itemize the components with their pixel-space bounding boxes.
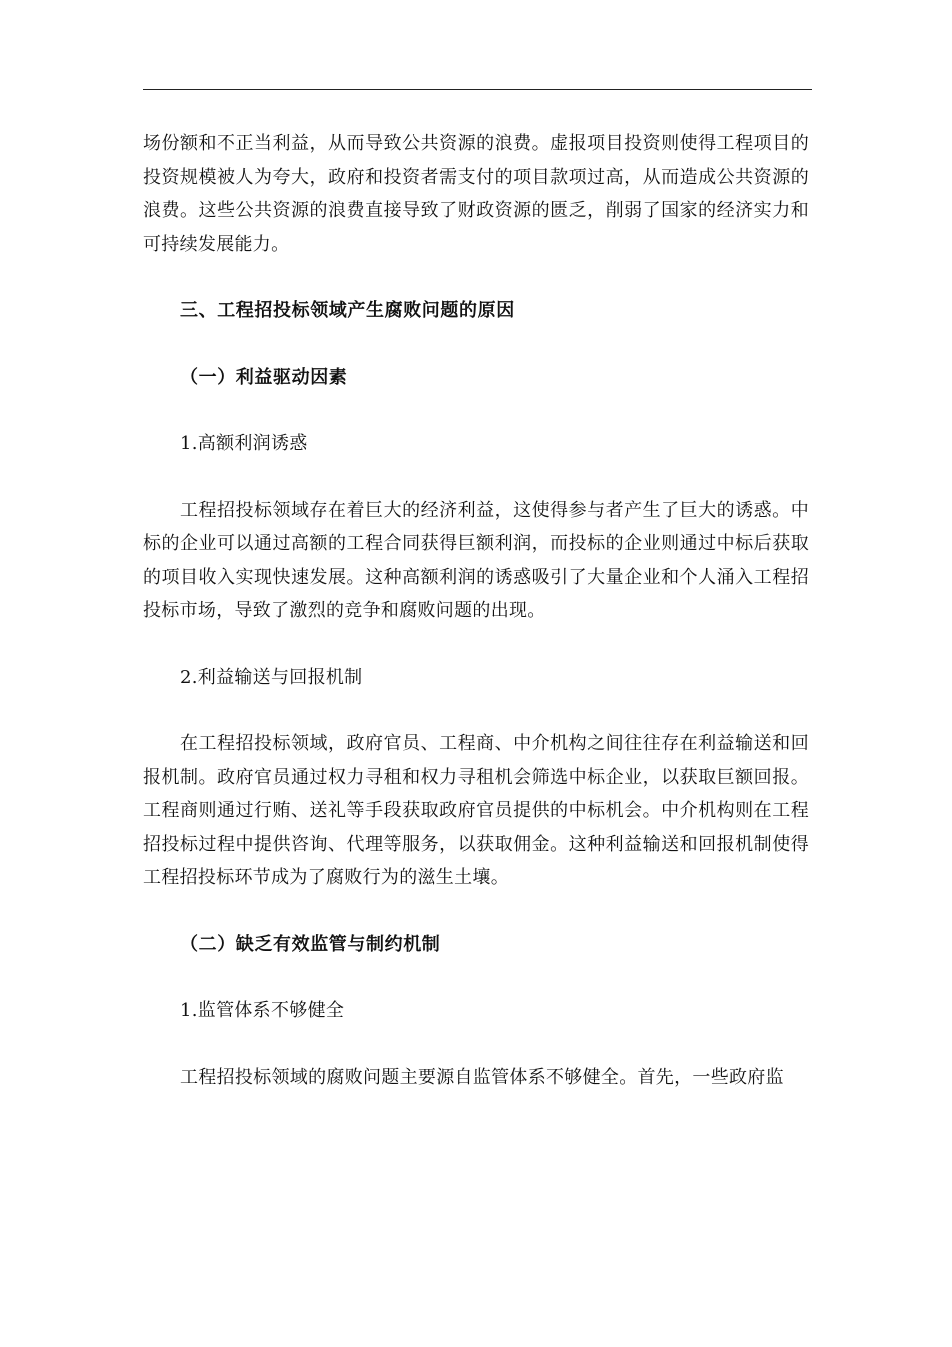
item-2-1-paragraph: 工程招投标领域的腐败问题主要源自监管体系不够健全。首先，一些政府监: [180, 1066, 784, 1088]
item-1-1-heading: 1.高额利润诱惑: [180, 433, 308, 454]
item-1-2-heading: 2.利益输送与回报机制: [180, 666, 363, 688]
document-body: [143, 127, 809, 1094]
item-1-2-paragraph: 在工程招投标领域，政府官员、工程商、中介机构之间往往存在利益输送和回报机制。政府官员通过权力寻租和权力寻租机会筛选中标企业，以获取巨额回报。工程商则通过行贿、送礼等手段获取政府官员提供的中标机会。中介机构则在工程招投标过程中提供咨询、代理等服务，以获取佣金。这种利益输送和回报机制使得工程招投标环节成为了腐败行为的滋生土壤。: [143, 733, 809, 888]
header-rule: [143, 89, 812, 90]
subsection-1-heading: （一）利益驱动因素: [180, 366, 348, 388]
item-2-1-heading: 1.监管体系不够健全: [180, 1000, 345, 1021]
item-1-1-paragraph: 工程招投标领域存在着巨大的经济利益，这使得参与者产生了巨大的诱惑。中标的企业可以通过高额的工程合同获得巨额利润，而投标的企业则通过中标后获取的项目收入实现快速发展。这种高额利润的诱惑吸引了大量企业和个人涌入工程招投标市场，导致了激烈的竞争和腐败问题的出现。: [143, 499, 809, 621]
subsection-2-heading: （二）缺乏有效监管与制约机制: [180, 933, 441, 955]
paragraph-intro: 场份额和不正当利益，从而导致公共资源的浪费。虚报项目投资则使得工程项目的投资规模被人为夸大，政府和投资者需支付的项目款项过高，从而造成公共资源的浪费。这些公共资源的浪费直接导致了财政资源的匮乏，削弱了国家的经济实力和可持续发展能力。: [143, 133, 809, 255]
section-3-heading: 三、工程招投标领域产生腐败问题的原因: [180, 300, 515, 321]
